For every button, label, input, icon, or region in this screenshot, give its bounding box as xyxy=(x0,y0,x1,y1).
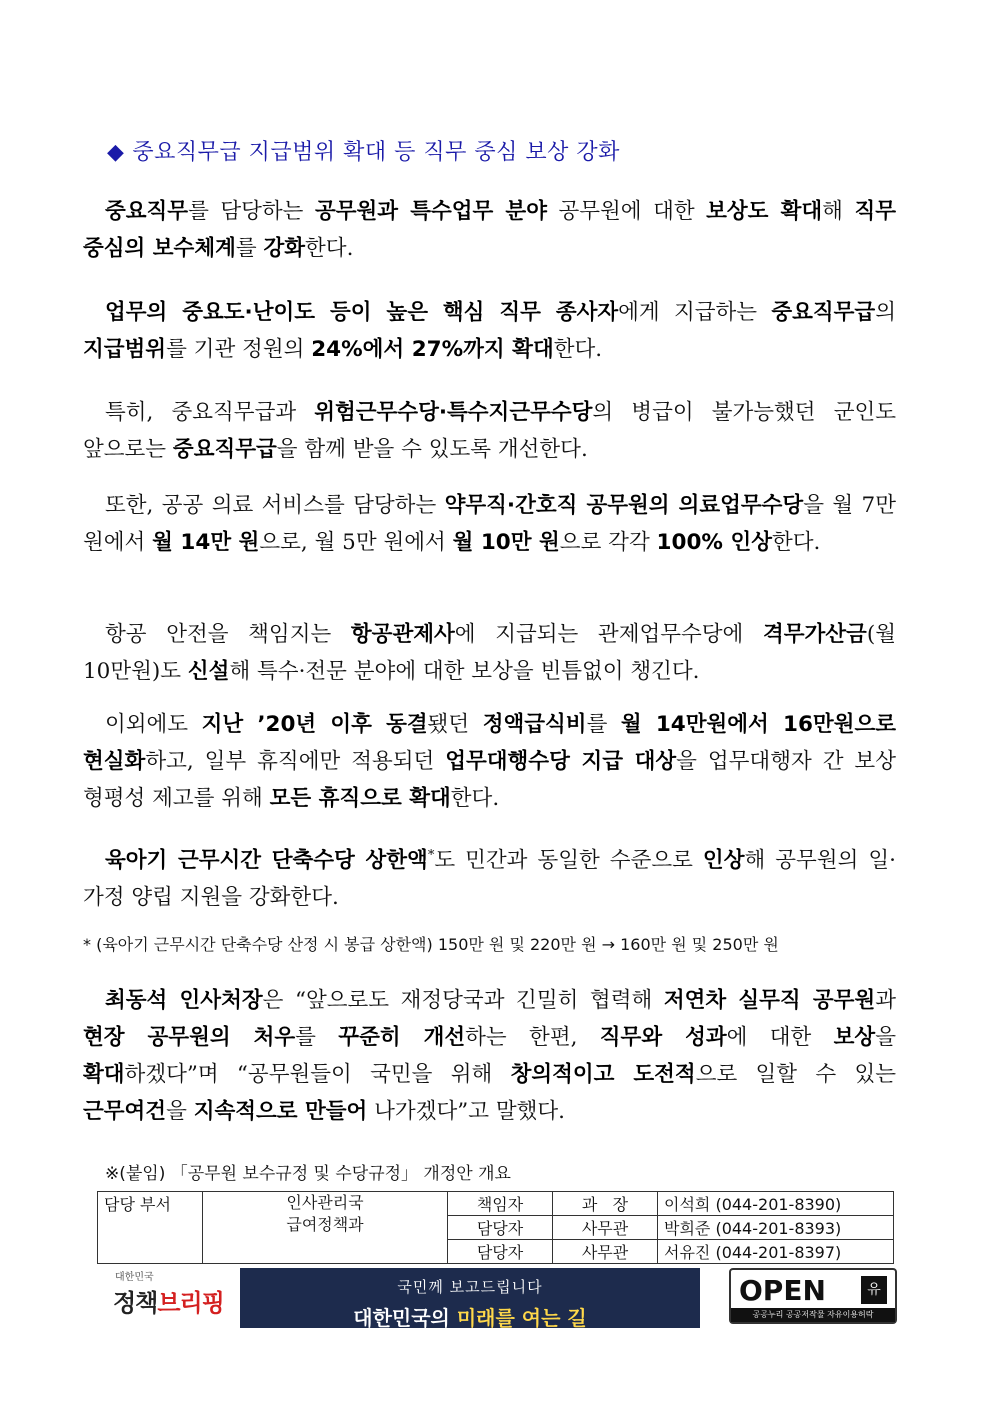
contact-person: 박희준 (044-201-8393) xyxy=(658,1216,894,1240)
paragraph-4: 또한, 공공 의료 서비스를 담당하는 약무직·간호직 공무원의 의료업무수당을 월 7만 원에서 월 14만 원으로, 월 5만 원에서 월 10만 원으로 각각 100% 인상한다. xyxy=(83,493,897,555)
paragraph-2: 업무의 중요도·난이도 등이 높은 핵심 직무 종사자에게 지급하는 중요직무급의 지급범위를 기관 정원의 24%에서 27%까지 확대한다. xyxy=(83,300,896,362)
paragraph-6: 이외에도 지난 ’20년 이후 동결됐던 정액급식비를 월 14만원에서 16만원으로 현실화하고, 일부 휴직에만 적용되던 업무대행수당 지급 대상을 업무대행자 간 보상 형평성 제고를 위해 모든 휴직으로 확대한다. xyxy=(83,712,896,811)
contact-table xyxy=(97,1191,894,1264)
open-license-logo[interactable] xyxy=(729,1268,897,1324)
person-icon: 유 xyxy=(861,1276,887,1304)
section-heading-text: 중요직무급 지급범위 확대 등 직무 중심 보상 강화 xyxy=(132,140,620,165)
diamond-bullet-icon: ◆ xyxy=(107,140,125,165)
dept-label: 담당 부서 xyxy=(98,1192,203,1264)
paragraph-1: 중요직무를 담당하는 공무원과 특수업무 분야 공무원에 대한 보상도 확대해 직무 중심의 보수체계를 강화한다. xyxy=(83,199,896,261)
contact-person: 이석희 (044-201-8390) xyxy=(658,1192,894,1216)
table-row xyxy=(98,1192,894,1216)
government-banner[interactable]: 국민께 보고드립니다 대한민국의 미래를 여는 길 xyxy=(240,1268,700,1328)
contact-person: 서유진 (044-201-8397) xyxy=(658,1240,894,1264)
contact-title: 사무관 xyxy=(553,1216,658,1240)
paragraph-7: 육아기 근무시간 단축수당 상한액*도 민간과 동일한 수준으로 인상해 공무원의 일·가정 양립 지원을 강화한다. xyxy=(83,848,896,911)
contact-role: 책임자 xyxy=(448,1192,553,1216)
contact-role: 담당자 xyxy=(448,1216,553,1240)
section-heading xyxy=(107,135,620,166)
attachment-note: ※(붙임) 「공무원 보수규정 및 수당규정」 개정안 개요 xyxy=(105,1164,511,1184)
license-caption: 공공누리 공공저작물 자유이용허락 xyxy=(731,1308,895,1322)
paragraph-5: 항공 안전을 책임지는 항공관제사에 지급되는 관제업무수당에 격무가산금(월 10만원)도 신설해 특수·전문 분야에 대한 보상을 빈틈없이 챙긴다. xyxy=(83,622,896,684)
dept-org: 인사관리국 급여정책과 xyxy=(203,1192,448,1264)
contact-role: 담당자 xyxy=(448,1240,553,1264)
footnote: * (육아기 근무시간 단축수당 산정 시 봉급 상한액) 150만 원 및 220만 원 → 160만 원 및 250만 원 xyxy=(83,935,779,954)
open-word: OPEN xyxy=(739,1274,826,1307)
contact-title: 과 장 xyxy=(553,1192,658,1216)
contact-title: 사무관 xyxy=(553,1240,658,1264)
paragraph-8: 최동석 인사처장은 “앞으로도 재정당국과 긴밀히 협력해 저연차 실무직 공무원과 현장 공무원의 처우를 꾸준히 개선하는 한편, 직무와 성과에 대한 보상을 확대하겠다”며 “공무원들이 국민을 위해 창의적이고 도전적으로 일할 수 있는 근무여건을 지속적으로 만들어 나가겠다”고 말했다. xyxy=(83,988,897,1124)
paragraph-3: 특히, 중요직무급과 위험근무수당·특수지근무수당의 병급이 불가능했던 군인도 앞으로는 중요직무급을 함께 받을 수 있도록 개선한다. xyxy=(83,400,897,462)
policy-briefing-logo[interactable]: 대한민국 정책브리핑 xyxy=(113,1272,224,1317)
